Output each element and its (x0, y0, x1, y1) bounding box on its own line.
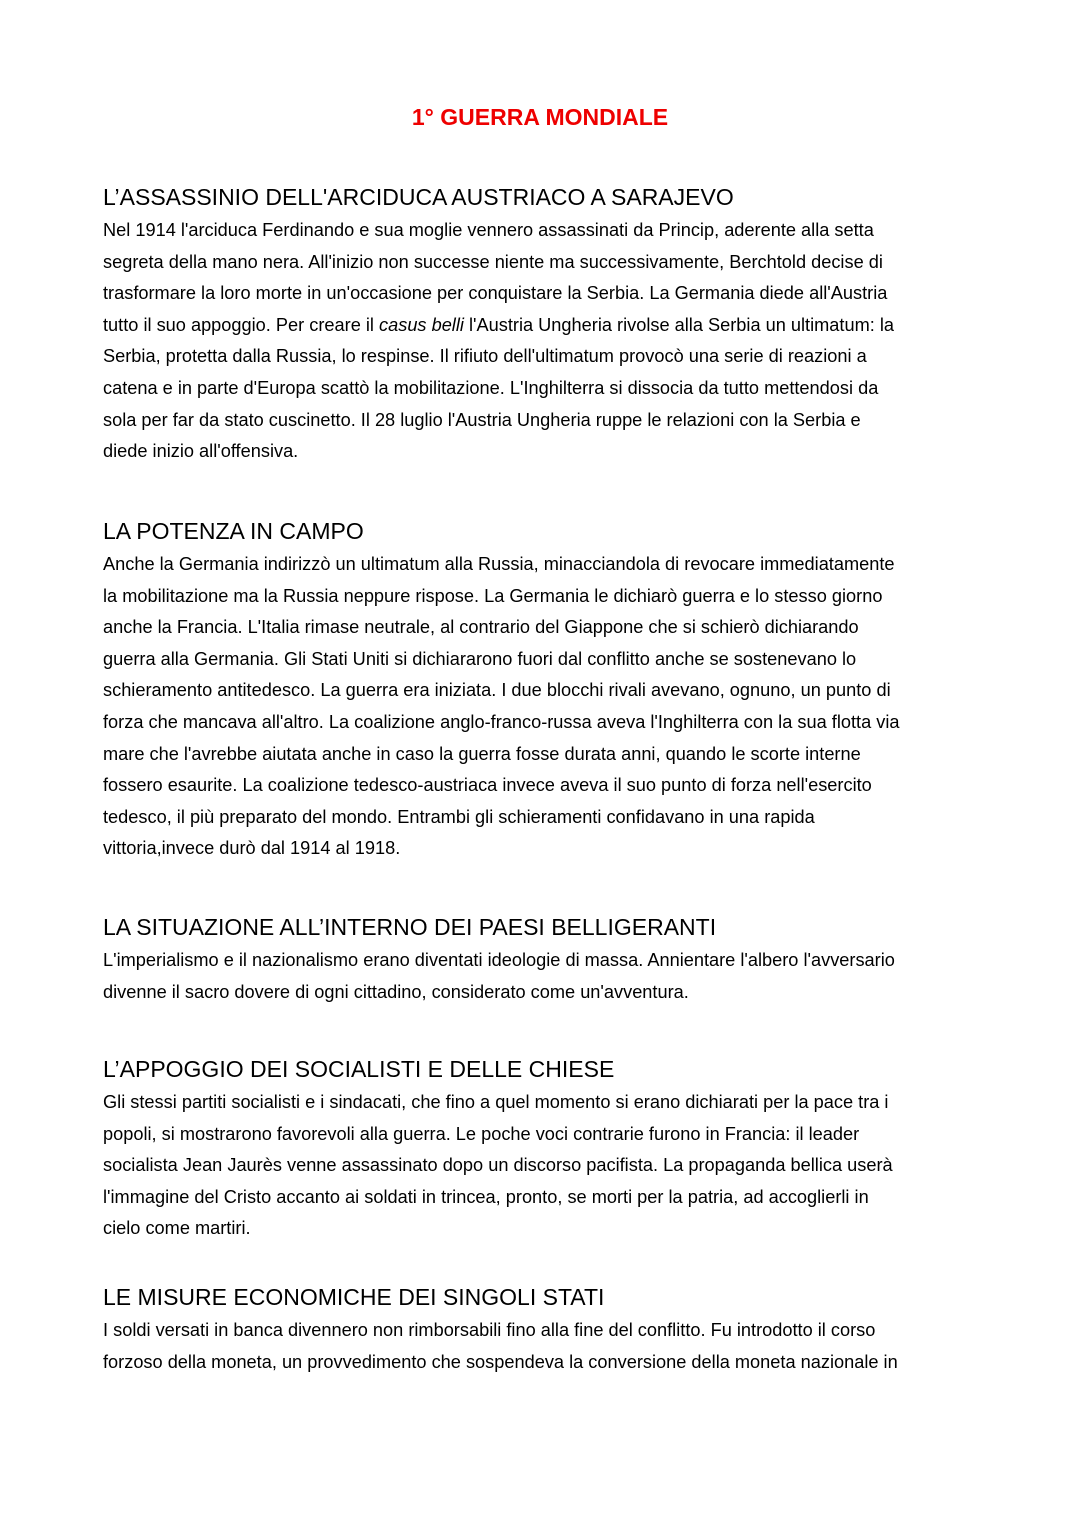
text-line: trasformare la loro morte in un'occasione per conquistare la Serbia. La Germania diede all'Austria (103, 283, 888, 304)
section-heading: L’ASSASSINIO DELL'ARCIDUCA AUSTRIACO A SARAJEVO (103, 184, 734, 210)
text-line: catena e in parte d'Europa scattò la mobilitazione. L'Inghilterra si dissocia da tutto mettendosi da (103, 377, 879, 398)
text-line: divenne il sacro dovere di ogni cittadino, considerato come un'avventura. (103, 981, 689, 1002)
text-line: l'immagine del Cristo accanto ai soldati in trincea, pronto, se morti per la patria, ad accoglierli in (103, 1186, 869, 1207)
text-line: schieramento antitedesco. La guerra era iniziata. I due blocchi rivali avevano, ognuno, un punto di (103, 680, 891, 701)
section-assassinio (103, 182, 983, 468)
text-line: Nel 1914 l'arciduca Ferdinando e sua moglie vennero assassinati da Princip, aderente alla setta (103, 220, 874, 240)
text-line: cielo come martiri. (103, 1218, 251, 1239)
text-line: sola per far da stato cuscinetto. Il 28 luglio l'Austria Ungheria ruppe le relazioni con la Serbia e (103, 409, 861, 430)
text-line: diede inizio all'offensiva. (103, 441, 299, 462)
section-body (103, 945, 983, 1008)
text-line: guerra alla Germania. Gli Stati Uniti si dichiararono fuori dal conflitto anche se sostenevano lo (103, 648, 857, 669)
section-appoggio (103, 1054, 983, 1245)
text-line-with-italic (103, 310, 983, 342)
text-line: fossero esaurite. La coalizione tedesco-austriaca invece aveva il suo punto di forza nell'esercito (103, 775, 872, 796)
text-line: Gli stessi partiti socialisti e i sindacati, che fino a quel momento si erano dichiarati per la pace tra i (103, 1092, 889, 1112)
italic-term: casus belli (379, 314, 464, 335)
section-body (103, 215, 983, 468)
text-line: segreta della mano nera. All'inizio non successe niente ma successivamente, Berchtold decise di (103, 251, 883, 272)
section-situazione (103, 912, 983, 1008)
text-line: Anche la Germania indirizzò un ultimatum alla Russia, minacciandola di revocare immediatamente (103, 554, 895, 574)
section-misure-economiche (103, 1282, 983, 1378)
text-run: tutto il suo appoggio. Per creare il (103, 314, 380, 335)
text-line: I soldi versati in banca divennero non rimborsabili fino alla fine del conflitto. Fu introdotto il corso (103, 1320, 876, 1340)
text-line: L'imperialismo e il nazionalismo erano diventati ideologie di massa. Annientare l'albero l'avversario (103, 950, 895, 970)
text-line: forzoso della moneta, un provvedimento che sospendeva la conversione della moneta nazionale in (103, 1351, 898, 1372)
section-potenza (103, 516, 983, 865)
text-run: l'Austria Ungheria rivolse alla Serbia un ultimatum: la (463, 314, 894, 335)
text-line: la mobilitazione ma la Russia neppure rispose. La Germania le dichiarò guerra e lo stesso giorno (103, 585, 883, 606)
text-line: vittoria,invece durò dal 1914 al 1918. (103, 838, 401, 859)
section-body (103, 1315, 983, 1378)
text-line: mare che l'avrebbe aiutata anche in caso la guerra fosse durata anni, quando le scorte interne (103, 743, 861, 764)
text-line: anche la Francia. L'Italia rimase neutrale, al contrario del Giappone che si schierò dichiarando (103, 617, 859, 638)
section-heading: LA POTENZA IN CAMPO (103, 518, 364, 544)
section-heading: L’APPOGGIO DEI SOCIALISTI E DELLE CHIESE (103, 1056, 615, 1082)
text-line: Serbia, protetta dalla Russia, lo respinse. Il rifiuto dell'ultimatum provocò una serie di reazioni a (103, 346, 867, 367)
document-title: 1° GUERRA MONDIALE (411, 104, 669, 130)
section-body (103, 549, 983, 865)
text-line: socialista Jean Jaurès venne assassinato dopo un discorso pacifista. La propaganda bellica userà (103, 1155, 893, 1176)
text-line: tedesco, il più preparato del mondo. Entrambi gli schieramenti confidavano in una rapida (103, 806, 815, 827)
text-line: forza che mancava all'altro. La coalizione anglo-franco-russa aveva l'Inghilterra con la sua flotta via (103, 711, 900, 732)
text-line: popoli, si mostrarono favorevoli alla guerra. Le poche voci contrarie furono in Francia: il leader (103, 1123, 860, 1144)
section-heading: LA SITUAZIONE ALL’INTERNO DEI PAESI BELLIGERANTI (103, 914, 717, 940)
section-heading: LE MISURE ECONOMICHE DEI SINGOLI STATI (103, 1284, 605, 1310)
section-body (103, 1087, 983, 1245)
